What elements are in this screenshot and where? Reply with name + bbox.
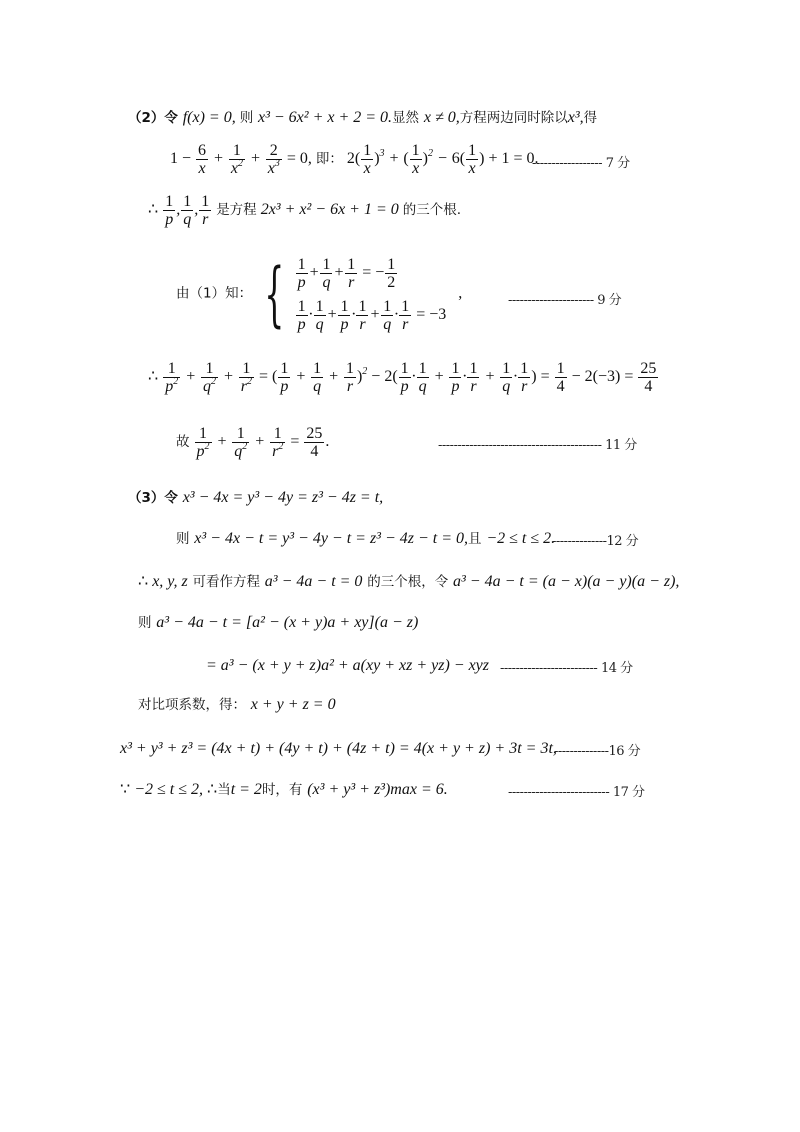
- section3-line3: ∴ x, y, z 可看作方程 a³ − 4a − t = 0 的三个根，令 a³ − 4a − t = (a − x)(a − y)(a − z),: [138, 573, 680, 590]
- score-14: ------------------------- 14 分: [500, 661, 633, 676]
- section2-vieta-system: 由（1）知： { $\frac{1}{p}$ + $\frac{1}{q}$ + $\frac{1}{r}$ = − $\frac{1}{2}$ $\frac{1}{p}$ · $\frac{1}{q}$ + $\frac{1}{p}$ · $\frac{1}{r}$ + $\frac{1}{q}$ · $\frac{1}{r}$ = −3 ,: [176, 253, 463, 335]
- line4-equation: a³ − 4a − t = [a² − (x + y)a + xy](a − z): [156, 614, 419, 631]
- line2-ze: 则: [176, 531, 190, 547]
- line8-range: −2 ≤ t ≤ 2,: [134, 781, 203, 798]
- section2-x-ne-0: x ≠ 0,: [423, 109, 460, 126]
- line3-factorization: a³ − 4a − t = (a − x)(a − y)(a − z),: [453, 573, 680, 590]
- line3-equation: a³ − 4a − t = 0: [264, 573, 363, 590]
- section3-line4: [138, 612, 418, 633]
- line8-dang: 当: [217, 782, 231, 798]
- line4-ze: 则: [138, 615, 152, 631]
- line3-vars: x, y, z: [152, 573, 188, 590]
- section2-divided-equation: 1 − $\frac{6}{x}$ + $\frac{1}{x^2}$ + $\frac{2}{x^3}$ = 0, 即： 2( $\frac{1}{x}$ )$^3$ + ( $\frac{1}{x}$ )$^2$ − 6( $\frac{1}{x}$ ) + 1 = 0.: [170, 142, 539, 177]
- score-12: --------------12 分: [552, 534, 639, 549]
- line5-expansion: = a³ − (x + y + z)a² + a(xy + xz + yz) − xyz: [206, 657, 489, 674]
- section3-line5: [206, 655, 489, 676]
- roots-tail: 的三个根.: [402, 202, 462, 219]
- section2-ze: 则: [239, 110, 254, 126]
- roots-text: 是方程: [216, 202, 257, 219]
- line7-equation: x³ + y³ + z³ = (4x + t) + (4y + t) + (4z + t) = 4(x + y + z) + 3t = 3t,: [120, 740, 557, 757]
- roots-equation: 2x³ + x² − 6x + 1 = 0: [260, 201, 399, 219]
- section2-intro: [128, 107, 597, 128]
- section2-de: 得: [583, 110, 598, 126]
- section3-line7: [120, 738, 557, 759]
- section2-label: （2）: [128, 110, 165, 126]
- line6-equation: x + y + z = 0: [250, 696, 336, 713]
- line2-qie: 且: [468, 531, 482, 547]
- section3-line6: [138, 694, 336, 715]
- line2-equation: x³ − 4x − t = y³ − 4y − t = z³ − 4z − t = 0,: [194, 530, 469, 547]
- section3-label: （3）: [128, 490, 165, 506]
- section3-equal-chain: x³ − 4x = y³ − 4y = z³ − 4z = t,: [182, 489, 384, 506]
- line8-shi: 时，有: [261, 782, 303, 798]
- section3-ling: 令: [164, 490, 178, 506]
- section2-sum-squares: ∴ $\frac{1}{p^2}$ + $\frac{1}{q^2}$ + $\frac{1}{r^2}$ = ( $\frac{1}{p}$ + $\frac{1}{q}$ + $\frac{1}{r}$ )$^2$ − 2( $\frac{1}{p}$ · $\frac{1}{q}$ + $\frac{1}{p}$ · $\frac{1}{r}$ + $\frac{1}{q}$ · $\frac{1}{r}$ ) = $\frac{1}{4}$ − 2(−3) = $\frac{25}{4}$: [148, 360, 657, 395]
- section2-x3: x³,: [567, 109, 584, 126]
- section2-ling: 令: [164, 110, 178, 126]
- section3-intro: [128, 487, 383, 508]
- section2-xianran: 显然: [392, 110, 420, 126]
- line8-max: (x³ + y³ + z³)max = 6.: [307, 781, 448, 798]
- by1-label: 由（1）知：: [176, 285, 253, 302]
- score-17: -------------------------- 17 分: [508, 785, 645, 800]
- section2-divide-text: 方程两边同时除以: [459, 110, 568, 126]
- vieta-sum: $\frac{1}{p}$ + $\frac{1}{q}$ + $\frac{1}{r}$ = − $\frac{1}{2}$: [297, 255, 396, 291]
- gu-label: 故: [176, 434, 190, 451]
- line2-inequality: −2 ≤ t ≤ 2.: [486, 530, 556, 547]
- score-7: ------------------ 7 分: [532, 156, 630, 171]
- system-brace: {: [264, 253, 285, 335]
- score-9: ---------------------- 9 分: [508, 293, 622, 308]
- section2-conclusion: 故 $\frac{1}{p^2}$ + $\frac{1}{q^2}$ + $\frac{1}{r^2}$ = $\frac{25}{4}$ .: [176, 425, 330, 460]
- vieta-pair-sum: $\frac{1}{p}$ · $\frac{1}{q}$ + $\frac{1}{p}$ · $\frac{1}{r}$ + $\frac{1}{q}$ · $\frac{1}{r}$ = −3: [297, 297, 447, 333]
- line8-t-value: t = 2: [230, 781, 262, 798]
- section2-cubic: x³ − 6x² + x + 2 = 0.: [257, 109, 393, 126]
- section2-fx: f(x) = 0,: [182, 109, 240, 126]
- score-11: ------------------------------------------ 11 分: [438, 438, 637, 453]
- line3-text: 可看作方程: [192, 574, 261, 590]
- line6-text: 对比项系数，得：: [138, 697, 246, 713]
- section3-line2: [176, 528, 555, 549]
- section2-roots-line: ∴ $\frac{1}{p}$ , $\frac{1}{q}$ , $\frac{1}{r}$ 是方程 2x³ + x² − 6x + 1 = 0 的三个根.: [148, 193, 462, 228]
- section3-line8: ∵ −2 ≤ t ≤ 2, ∴当t = 2时，有 (x³ + y³ + z³)max = 6.: [120, 781, 448, 798]
- line3-text2: 的三个根，令: [367, 574, 449, 590]
- score-16: --------------16 分: [554, 744, 641, 759]
